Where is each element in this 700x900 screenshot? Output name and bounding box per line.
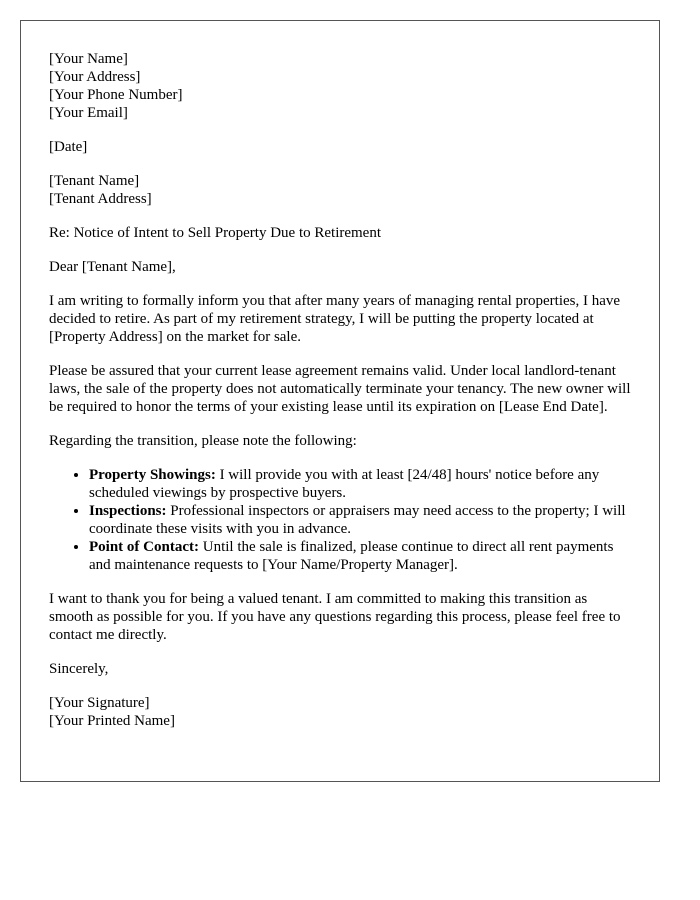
letter-page xyxy=(20,20,660,782)
recipient-name: [Tenant Name] xyxy=(49,173,140,189)
list-item-label: Point of Contact: xyxy=(89,539,199,555)
letter-date: [Date] xyxy=(49,139,88,155)
sign-off: Sincerely, xyxy=(49,661,109,677)
sender-address: [Your Address] xyxy=(49,69,141,85)
list-item-label: Property Showings: xyxy=(89,467,216,483)
recipient-address: [Tenant Address] xyxy=(49,191,152,207)
list-item xyxy=(89,538,631,574)
list-item-text: Professional inspectors or appraisers may need access to the property; I will coordinate these visits with you in advance. xyxy=(89,503,626,537)
sender-name: [Your Name] xyxy=(49,51,128,67)
sender-email: [Your Email] xyxy=(49,105,128,121)
subject-line: Re: Notice of Intent to Sell Property Due to Retirement xyxy=(49,225,382,241)
date-block xyxy=(49,138,631,156)
list-item-text: Until the sale is finalized, please continue to direct all rent payments and maintenance requests to [Your Name/Property Manager]. xyxy=(89,539,614,573)
paragraph-closing: I want to thank you for being a valued tenant. I am committed to making this transition as smooth as possible for you. If you have any questions regarding this process, please feel free to contact me directly. xyxy=(49,591,621,643)
list-item xyxy=(89,466,631,502)
printed-name: [Your Printed Name] xyxy=(49,713,175,729)
paragraph-intro: I am writing to formally inform you that after many years of managing rental properties, I have decided to retire. As part of my retirement strategy, I will be putting the property located at [Property Address] on the market for sale. xyxy=(49,293,621,345)
signature: [Your Signature] xyxy=(49,695,150,711)
sender-phone: [Your Phone Number] xyxy=(49,87,183,103)
recipient-block xyxy=(49,172,631,208)
transition-list xyxy=(49,466,631,574)
signature-block xyxy=(49,694,631,730)
list-item-text: I will provide you with at least [24/48] hours' notice before any scheduled viewings by prospective buyers. xyxy=(89,467,600,501)
sender-block xyxy=(49,50,631,122)
list-item-label: Inspections: xyxy=(89,503,167,519)
paragraph-lease: Please be assured that your current lease agreement remains valid. Under local landlord-tenant laws, the sale of the property does not automatically terminate your tenancy. The new owner will be required to honor the terms of your existing lease until its expiration on [Lease End Date]. xyxy=(49,363,631,415)
salutation: Dear [Tenant Name], xyxy=(49,259,176,275)
list-item xyxy=(89,502,631,538)
paragraph-transition: Regarding the transition, please note the following: xyxy=(49,433,357,449)
